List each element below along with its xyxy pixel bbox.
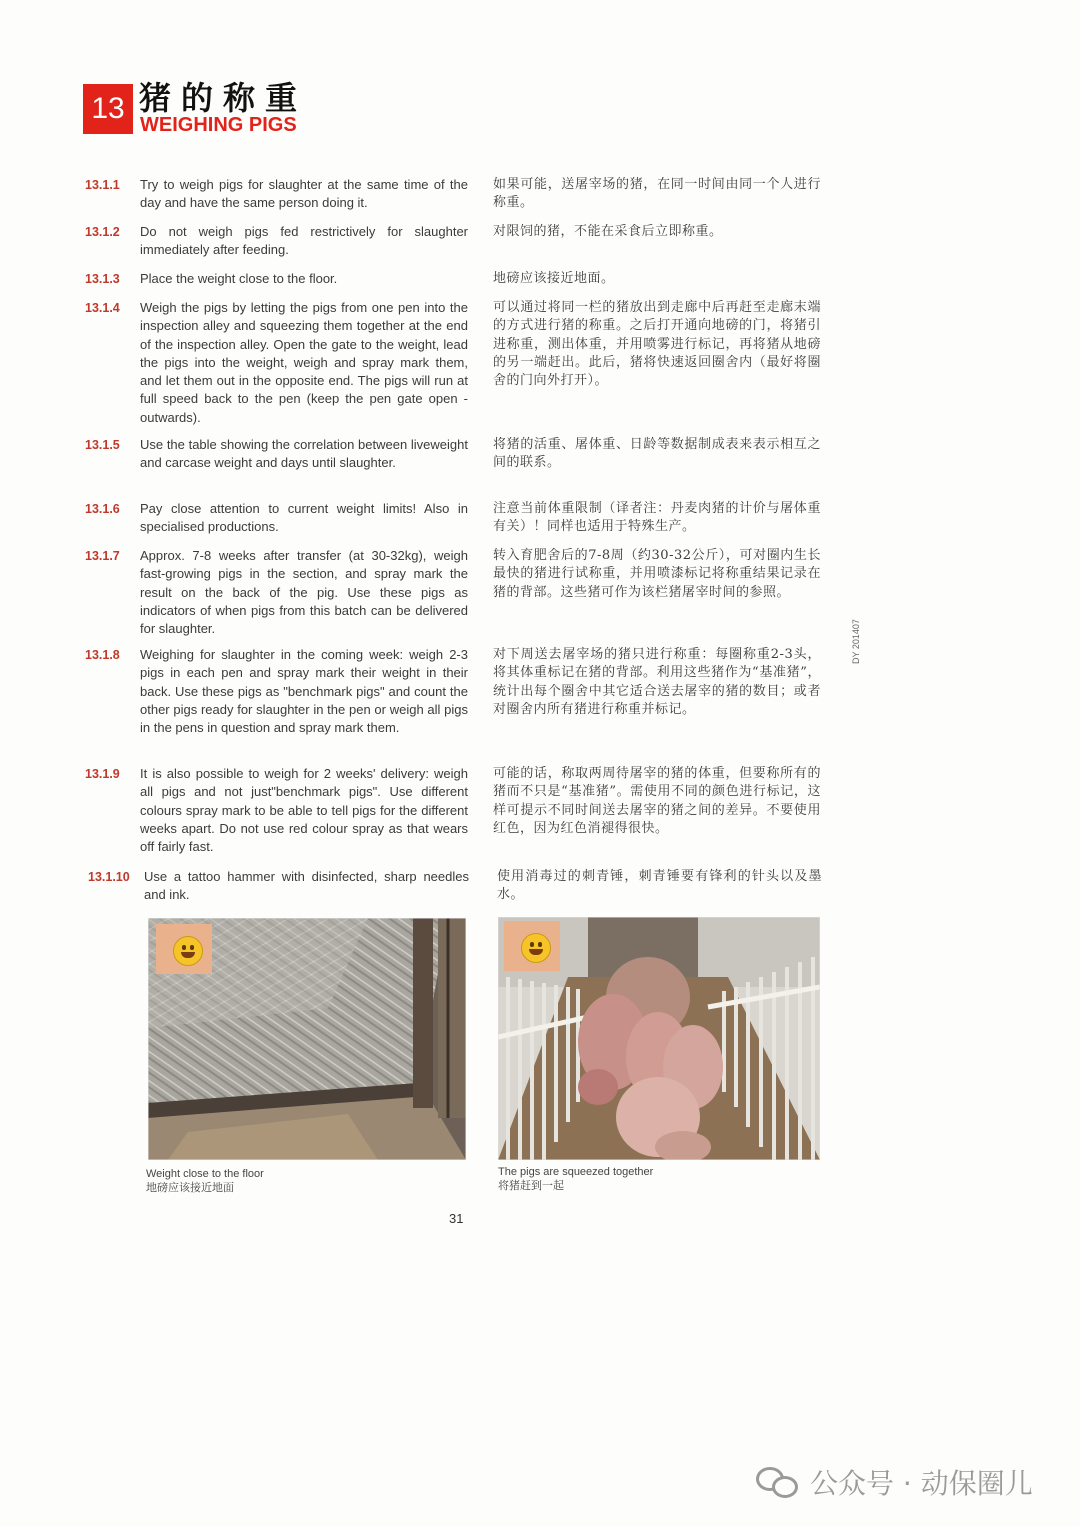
item-number: 13.1.4 <box>85 301 120 315</box>
item-text-en: Place the weight close to the floor. <box>140 271 338 286</box>
photo-pigs-squeezed <box>498 917 820 1160</box>
item-text-cn: 可能的话，称取两周待屠宰的猪的体重，但要称所有的猪而不只是“基准猪”。需使用不同的颜色进行标记，这样可提示不同时间送去屠宰的猪之间的差异。不要使用红色，因为红色消褪得很快。 <box>493 766 821 836</box>
photo-caption-cn: 将猪赶到一起 <box>498 1179 564 1192</box>
photo-caption-2 <box>498 1165 653 1193</box>
page-number: 31 <box>449 1211 464 1226</box>
item-text-en: It is also possible to weigh for 2 weeks' delivery: weigh all pigs and not just"benchmark pigs". Use different colours spray mark to be able to tell pigs for the different weeks apart. Do not use red colour spray as that wears off fairly fast. <box>140 766 468 855</box>
item-text-cn: 转入育肥舍后的7-8周（约30-32公斤），可对圈内生长最快的猪进行试称重，并用喷漆标记将称重结果记录在猪的背部。这些猪可作为该栏猪屠宰时间的参照。 <box>493 548 821 600</box>
item-text-cn: 将猪的活重、屠体重、日龄等数据制成表来表示相互之间的联系。 <box>493 437 821 471</box>
item-text-en: Use a tattoo hammer with disinfected, sharp needles and ink. <box>144 869 469 903</box>
item-text-cn: 地磅应该接近地面。 <box>493 271 615 286</box>
photo-caption-en: Weight close to the floor <box>146 1168 264 1180</box>
item-text-cn: 使用消毒过的刺青锤，刺青锤要有锋利的针头以及墨水。 <box>497 869 822 903</box>
item-number: 13.1.7 <box>85 549 120 563</box>
item-text-cn: 注意当前体重限制（译者注：丹麦肉猪的计价与屠体重有关）！同样也适用于特殊生产。 <box>493 501 821 535</box>
item-text-en: Pay close attention to current weight limits! Also in specialised productions. <box>140 501 468 535</box>
item-text-en: Do not weigh pigs fed restrictively for slaughter immediately after feeding. <box>140 224 468 258</box>
photo-caption-cn: 地磅应该接近地面 <box>146 1181 234 1194</box>
chapter-number-badge: 13 <box>83 84 133 134</box>
item-number: 13.1.3 <box>85 272 120 286</box>
item-number: 13.1.1 <box>85 178 120 192</box>
photo-caption-1 <box>146 1167 264 1195</box>
item-text-en: Weigh the pigs by letting the pigs from one pen into the inspection alley and squeezing them together at the end of the inspection alley. Open the gate to the weight, lead the pigs into the weight, weigh and spray mark them, and let them out in the opposite end. The pigs will run at full speed back to the pen (keep the pen gate open - outwards). <box>140 300 468 425</box>
item-number: 13.1.8 <box>85 648 120 662</box>
item-number: 13.1.2 <box>85 225 120 239</box>
item-text-cn: 对限饲的猪，不能在采食后立即称重。 <box>493 224 723 239</box>
smiley-face-icon <box>521 933 551 963</box>
item-number: 13.1.9 <box>85 767 120 781</box>
item-number: 13.1.10 <box>88 870 130 884</box>
item-number: 13.1.6 <box>85 502 120 516</box>
item-text-cn: 如果可能，送屠宰场的猪，在同一时间由同一个人进行称重。 <box>493 177 821 211</box>
item-text-cn: 对下周送去屠宰场的猪只进行称重：每圈称重2-3头，将其体重标记在猪的背部。利用这些猪作为“基准猪”，统计出每个圈舍中其它适合送去屠宰的猪的数目；或者对圈舍内所有猪进行称重并标记。 <box>493 647 821 717</box>
wechat-icon <box>756 1465 800 1499</box>
item-text-en: Use the table showing the correlation between liveweight and carcase weight and days until slaughter. <box>140 437 468 471</box>
item-number: 13.1.5 <box>85 438 120 452</box>
watermark-text: 公众号 · 动保圈儿 <box>810 1467 1033 1500</box>
photo-caption-en: The pigs are squeezed together <box>498 1166 654 1178</box>
side-code: DY 201407 <box>851 619 861 664</box>
item-text-en: Weighing for slaughter in the coming week: weigh 2-3 pigs in each pen and spray mark their weight in their back. Use these pigs as "benchmark pigs" and count the other pigs ready for slaughter in the pen or weigh all pigs in the pens in question and spray mark them. <box>140 647 468 736</box>
chapter-title-en: WEIGHING PIGS <box>140 114 297 136</box>
item-text-en: Approx. 7-8 weeks after transfer (at 30-32kg), weigh fast-growing pigs in the section, and spray mark the result on the back of the pig. Use these pigs as indicators of when pigs from this batch can be delivered for slaughter. <box>140 548 468 637</box>
item-text-cn: 可以通过将同一栏的猪放出到走廊中后再赶至走廊末端的方式进行猪的称重。之后打开通向地磅的门，将猪引进称重，测出体重，并用喷雾进行标记，再将猪从地磅的另一端赶出。此后，猪将快速返回圈舍内（最好将圈舍的门向外打开）。 <box>493 300 821 389</box>
watermark <box>756 1462 1033 1502</box>
photo-weight-close-to-floor <box>148 918 466 1160</box>
smiley-sticker <box>156 924 212 974</box>
smiley-sticker <box>504 921 560 971</box>
item-text-en: Try to weigh pigs for slaughter at the same time of the day and have the same person doing it. <box>140 177 468 211</box>
smiley-face-icon <box>173 936 203 966</box>
chapter-title-cn: 猪的称重 <box>139 79 308 117</box>
